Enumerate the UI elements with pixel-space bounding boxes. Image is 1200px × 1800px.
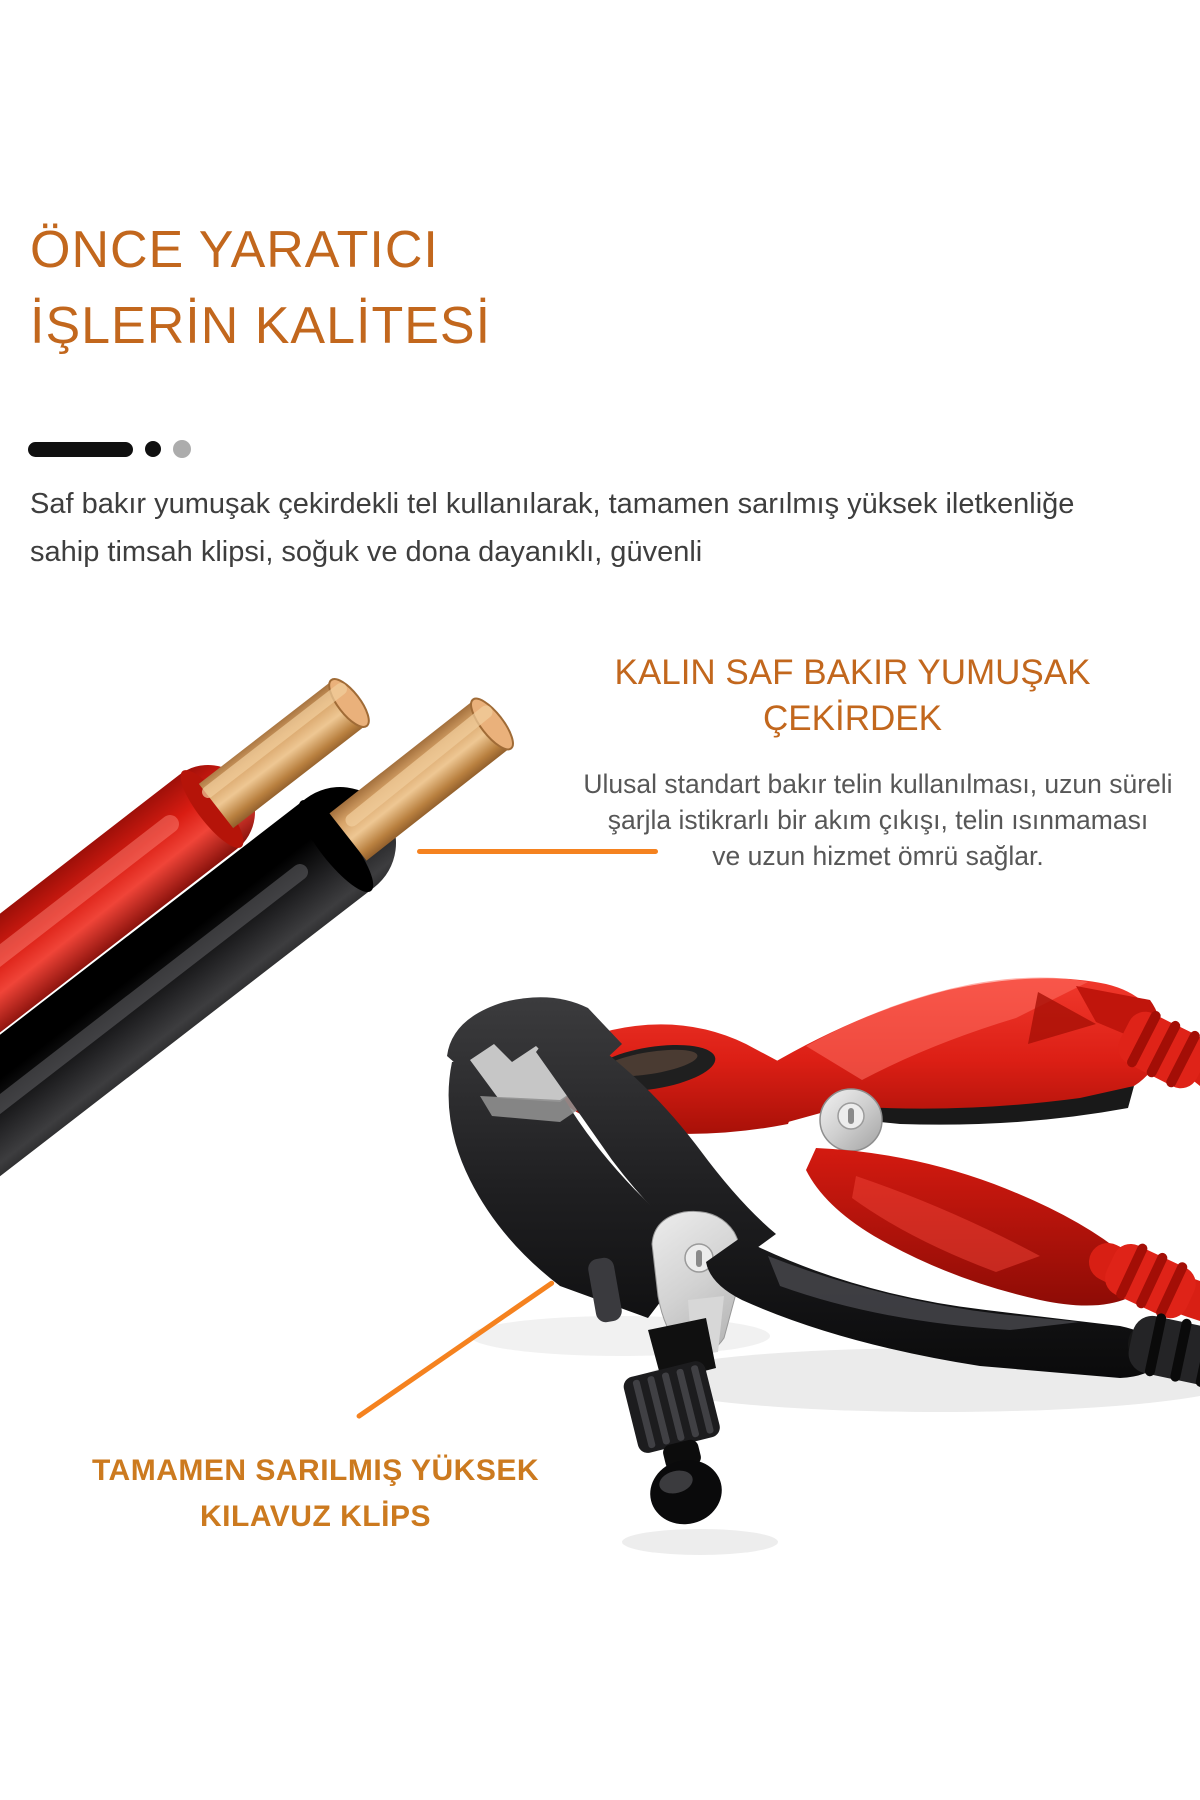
core-callout-desc-line2: şarjla istikrarlı bir akım çıkışı, telin ısınmaması xyxy=(607,805,1149,835)
core-callout-heading-line1: KALIN SAF BAKIR YUMUŞAK xyxy=(614,653,1091,692)
clip-callout-line1: TAMAMEN SARILMIŞ YÜKSEK xyxy=(91,1454,540,1487)
carousel-indicator-pill xyxy=(28,442,133,457)
carousel-indicator-dot-inactive xyxy=(173,440,191,458)
core-callout-desc-line1: Ulusal standart bakır telin kullanılması, uzun süreli xyxy=(583,769,1173,799)
intro-paragraph xyxy=(30,480,1074,576)
carousel-indicator xyxy=(28,440,191,458)
page-title-line2: İŞLERİN KALİTESİ xyxy=(30,297,492,355)
core-callout-heading-line2: ÇEKİRDEK xyxy=(763,699,942,738)
intro-line2: sahip timsah klipsi, soğuk ve dona dayanıklı, güvenli xyxy=(30,536,703,568)
clip-callout xyxy=(58,1448,573,1540)
intro-line1: Saf bakır yumuşak çekirdekli tel kullanılarak, tamamen sarılmış yüksek iletkenliğe xyxy=(30,488,1075,520)
core-callout-heading xyxy=(545,650,1160,742)
page-title xyxy=(30,212,491,364)
core-callout-description xyxy=(568,766,1188,874)
copper-wires-photo xyxy=(0,673,520,1175)
clip-callout-line2: KILAVUZ KLİPS xyxy=(200,1500,431,1533)
page-title-line1: ÖNCE YARATICI xyxy=(30,221,439,279)
core-callout-desc-line3: ve uzun hizmet ömrü sağlar. xyxy=(712,841,1044,871)
carousel-indicator-dot xyxy=(145,441,161,457)
